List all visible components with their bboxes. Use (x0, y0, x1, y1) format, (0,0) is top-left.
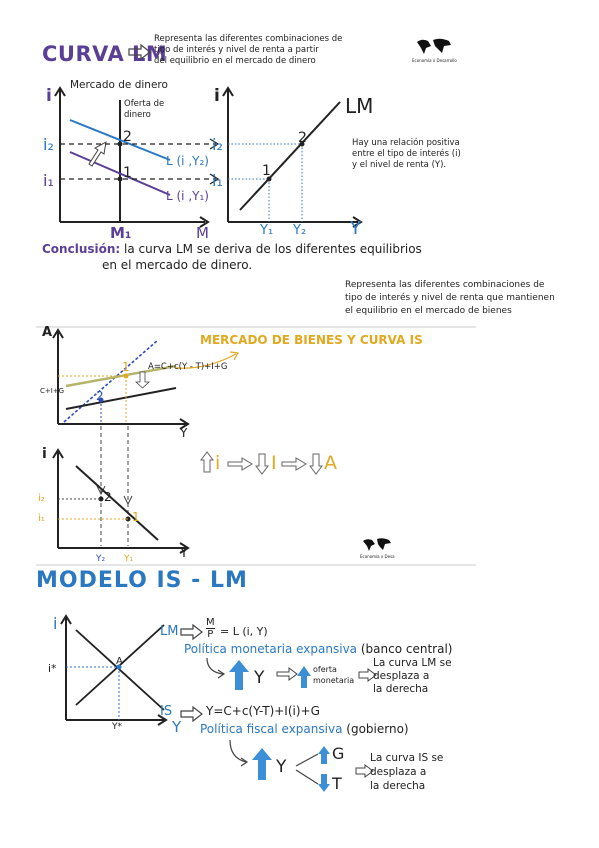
oferta-line: monetaria (313, 676, 355, 685)
chain-demand: A (324, 452, 337, 474)
shift-arrow-icon (89, 142, 106, 166)
fraction-denominator: P (207, 629, 214, 640)
axis-i2-left: i₂ (43, 135, 54, 154)
logo-text: Economía x Desa (360, 554, 395, 559)
axis-i-left: i (46, 86, 52, 106)
lm-curve (240, 102, 340, 210)
up-arrow-icon (229, 660, 249, 690)
m-over-p (206, 617, 215, 640)
axis-i-model: i (53, 614, 58, 633)
axis-istar: i* (48, 662, 57, 675)
axis-i1-right: i₁ (212, 171, 223, 190)
axis-i-right: i (214, 86, 220, 106)
is-top-point-1: 1 (122, 360, 130, 374)
is-definition-line: Representa las diferentes combinaciones de (345, 280, 545, 290)
aggregate-demand-low (66, 388, 176, 409)
lm-shift-line: la derecha (373, 683, 429, 695)
lm-definition-line: Representa las diferentes combinaciones de (154, 34, 343, 44)
intercept-label: C+I+G (40, 387, 65, 395)
lm-point-label-1: 1 (262, 163, 271, 179)
down-arrow-icon (310, 454, 322, 474)
axis-i1-left: i₁ (43, 171, 54, 190)
supply-label-line: Oferta de (124, 99, 165, 109)
oferta-line: oferta (313, 665, 337, 674)
axis-m1: M₁ (110, 224, 132, 242)
is-equation: Y=C+c(Y-T)+I(i)+G (206, 704, 320, 718)
positive-relation-note (352, 138, 461, 171)
axis-y-bottom: Y (180, 546, 188, 561)
is-curve (76, 466, 158, 540)
is-shift-note (370, 751, 443, 793)
down-arrow-icon (256, 454, 268, 474)
chain-investment: I (271, 452, 277, 474)
monetary-policy-label: Política monetaria expansiva (184, 642, 358, 656)
fiscal-g: G (332, 744, 345, 763)
is-definition-line: tipo de interés y nivel de renta que mantienen (345, 293, 555, 303)
is-curve-model (76, 630, 164, 710)
relation-note-line: Hay una relación positiva (352, 138, 460, 148)
is-bottom-point-1: 1 (132, 510, 140, 524)
is-market-title: MERCADO DE BIENES Y CURVA IS (200, 333, 423, 347)
hollow-arrow-icon (128, 44, 152, 60)
is-bottom-point-2: 2 (104, 490, 112, 504)
equilibrium-label: A (116, 656, 123, 667)
monetary-policy-line (184, 642, 452, 656)
axis-ystar: Y* (112, 722, 122, 732)
fiscal-agent: (gobierno) (346, 722, 409, 736)
axis-y-top: Y (180, 426, 188, 440)
pointing-hand-icon (282, 458, 306, 470)
lm-label-model: LM (160, 624, 179, 639)
lm-definition-line: tipo de interés y nivel de renta a partir (154, 45, 319, 55)
brand-logo (412, 36, 457, 63)
lm-definition (154, 34, 342, 67)
point-label-2: 2 (123, 129, 132, 145)
fiscal-chain (228, 738, 348, 798)
is-shift-line: La curva IS se (370, 752, 444, 764)
fiscal-policy-label: Política fiscal expansiva (200, 722, 343, 736)
conclusion-line: la curva LM se deriva de los diferentes equilibrios (124, 242, 422, 256)
world-map-icon (361, 536, 393, 554)
supply-label-line: dinero (124, 110, 151, 120)
lm-definition-line: del equilibrio en el mercado de dinero (154, 56, 316, 66)
is-top-point-2: 2 (96, 389, 104, 403)
curve-label-y1: L (i ,Y₁) (166, 189, 209, 203)
fiscal-t: T (332, 774, 342, 793)
fiscal-policy-line (200, 722, 409, 736)
pointing-hand-icon (228, 458, 252, 470)
up-arrow-icon (252, 748, 272, 780)
relation-note-line: entre el tipo de interés (i) (352, 149, 461, 159)
monetary-agent: (banco central) (360, 642, 453, 656)
monetary-y: Y (254, 668, 265, 688)
axis-i1-is: i₁ (38, 513, 45, 524)
fraction-numerator: M (206, 617, 215, 628)
conclusion-line: en el mercado de dinero. (102, 258, 253, 272)
lm-equation: = L (i, Y) (220, 625, 268, 638)
logo-text: Economía x Desarrollo (412, 58, 457, 63)
up-arrow-icon (201, 452, 213, 472)
hollow-arrow-icon (180, 706, 204, 722)
axis-a: A (42, 325, 53, 340)
axis-y1: Y₁ (260, 223, 274, 238)
axis-i2-right: i₂ (212, 135, 223, 154)
lm-shift-line: desplaza a (373, 670, 430, 682)
lm-shift-line: La curva LM se (373, 657, 452, 669)
axis-i-is: i (42, 446, 47, 462)
is-definition (345, 279, 555, 318)
brand-logo-small (360, 536, 395, 559)
is-shift-line: la derecha (370, 780, 426, 792)
lm-point-label-2: 2 (298, 130, 307, 146)
lm-section-title: CURVA LM (42, 42, 168, 66)
is-definition-line: el equilibrio en el mercado de bienes (345, 306, 512, 316)
axis-i2-is: i₂ (38, 493, 45, 504)
lm-shift-note (373, 657, 452, 696)
up-arrow-icon (297, 666, 311, 688)
axis-y-right: Y (350, 218, 361, 239)
is-derivation-graphs (36, 326, 476, 566)
axis-y-model: Y (172, 718, 182, 736)
point-label-1: 1 (123, 165, 132, 181)
fiscal-y: Y (276, 757, 287, 777)
lm-curve-label: LM (345, 94, 374, 118)
axis-y1-is: Y₁ (124, 554, 134, 564)
model-title: MODELO IS - LM (36, 568, 248, 593)
axis-m: M (196, 224, 209, 242)
hollow-arrow-icon (277, 668, 297, 680)
is-shift-line: desplaza a (370, 766, 427, 778)
lm-conclusion (42, 241, 422, 273)
oferta-monetaria (313, 664, 354, 686)
money-supply-label (124, 99, 164, 121)
demand-equation: A=C+c(Y - T)+I+G (148, 362, 228, 372)
axis-y2-is: Y₂ (96, 554, 106, 564)
up-arrow-icon (318, 746, 330, 764)
relation-note-line: y el nivel de renta (Y). (352, 160, 447, 170)
world-map-icon (414, 36, 454, 58)
curve-label-y2: L (i ,Y₂) (166, 154, 209, 168)
hollow-arrow-icon (180, 624, 204, 640)
axis-y2: Y₂ (293, 223, 307, 238)
conclusion-label: Conclusión: (42, 242, 121, 256)
chain-i: i (215, 452, 221, 474)
down-arrow-icon (318, 774, 330, 792)
is-label-model: IS (160, 704, 173, 719)
money-market-label: Mercado de dinero (70, 79, 168, 91)
